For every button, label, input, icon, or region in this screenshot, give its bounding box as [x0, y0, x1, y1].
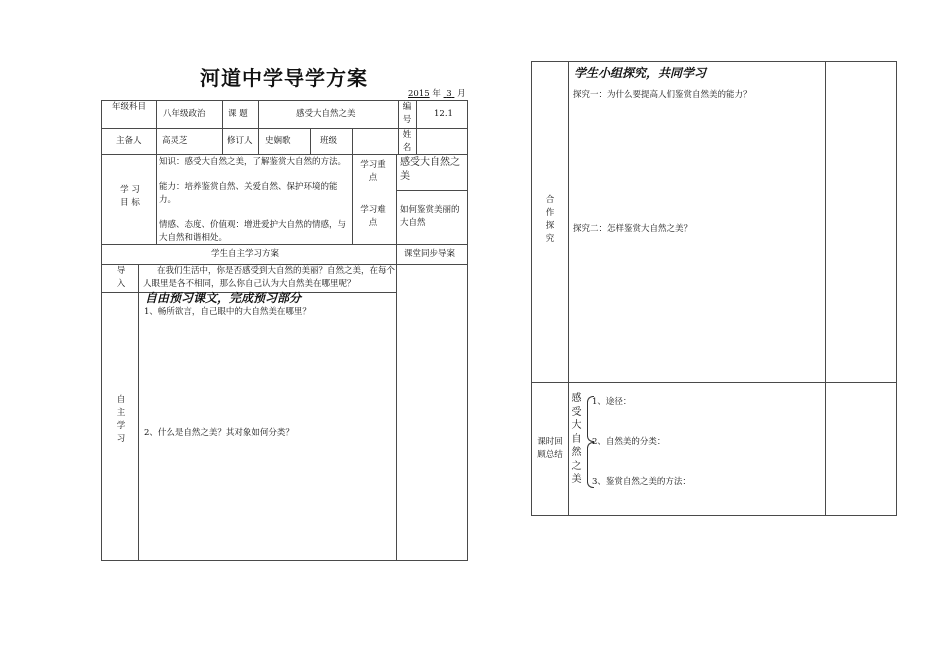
topic-label: 课 题: [228, 109, 248, 119]
cooperation-heading: 学生小组探究，共同学习: [574, 66, 707, 80]
preparer-value: 高灵芝: [162, 136, 188, 146]
review-topic: 感 受 大 自 然 之 美: [571, 393, 582, 485]
page-title: 河道中学导学方案: [200, 66, 368, 90]
right-table-left: [531, 61, 532, 516]
intro-text: 在我们生活中，你是否感受到大自然的美丽？自然之美，在每个人眼里是各不相同，那么你自己认为大自然美在哪里呢？: [143, 266, 396, 289]
self-learning-q1: 1、畅所欲言，自己眼中的大自然美在哪里？: [144, 307, 311, 317]
cooperation-q1: 探究一：为什么要提高人们鉴赏自然美的能力？: [573, 90, 752, 100]
review-item2: 2、自然美的分类：: [592, 437, 666, 447]
number-label: 编号: [402, 102, 412, 125]
objective-knowledge: 知识：感受大自然之美，了解鉴赏大自然的方法。: [159, 157, 347, 167]
left-table-right: [467, 100, 468, 561]
class-label: 班级: [320, 136, 338, 146]
cooperation-label: 合 作 探 究: [545, 195, 555, 244]
self-learning-q2: 2、什么是自然之美？其对象如何分类？: [144, 428, 294, 438]
difficulty-value: 如何鉴赏美丽的大自然: [400, 205, 460, 228]
grade-subject-label: 年级科目: [111, 102, 146, 112]
right-table-bottom: [531, 515, 897, 516]
self-learning-heading: 自由预习课文，完成预习部分: [145, 291, 302, 305]
review-label: 课时回顾总结: [537, 437, 563, 460]
intro-label: 导 入: [116, 266, 126, 289]
date-year: 2015: [408, 89, 430, 99]
date-month: 3: [446, 89, 452, 99]
right-table-right: [896, 61, 897, 516]
cooperation-q2: 探究二：怎样鉴赏大自然之美？: [573, 224, 693, 234]
name-label: 姓名: [402, 130, 412, 153]
left-table-bottom: [101, 560, 468, 561]
objective-emotion: 情感、态度、价值观：增进爱护大自然的情感，与大自然和谐相处。: [159, 220, 347, 243]
review-item1: 1、途径：: [592, 397, 632, 407]
reviser-label: 修订人: [227, 136, 253, 146]
left-table-left: [101, 100, 102, 561]
number-value: 12.1: [434, 109, 453, 119]
self-study-header: 学生自主学习方案: [211, 249, 280, 259]
date-month-unit: 月: [457, 89, 466, 99]
review-item3: 3、鉴赏自然之美的方法：: [592, 477, 691, 487]
key-label: 学习重点: [360, 160, 386, 183]
objectives-label: 学 习 目 标: [120, 185, 140, 208]
date-year-unit: 年: [432, 89, 441, 99]
classroom-header: 课堂同步导案: [404, 249, 456, 259]
reviser-value: 史娴歌: [265, 136, 291, 146]
key-value: 感受大自然之美: [400, 157, 460, 182]
topic-value: 感受大自然之美: [296, 109, 356, 119]
right-table-top: [531, 61, 897, 62]
self-learning-label: 自 主 学 习: [116, 395, 126, 444]
objective-ability: 能力：培养鉴赏自然、关爱自然、保护环境的能力。: [159, 182, 338, 205]
grade-subject-value: 八年级政治: [163, 109, 206, 119]
difficulty-label: 学习难点: [360, 205, 386, 228]
preparer-label: 主备人: [116, 136, 142, 146]
